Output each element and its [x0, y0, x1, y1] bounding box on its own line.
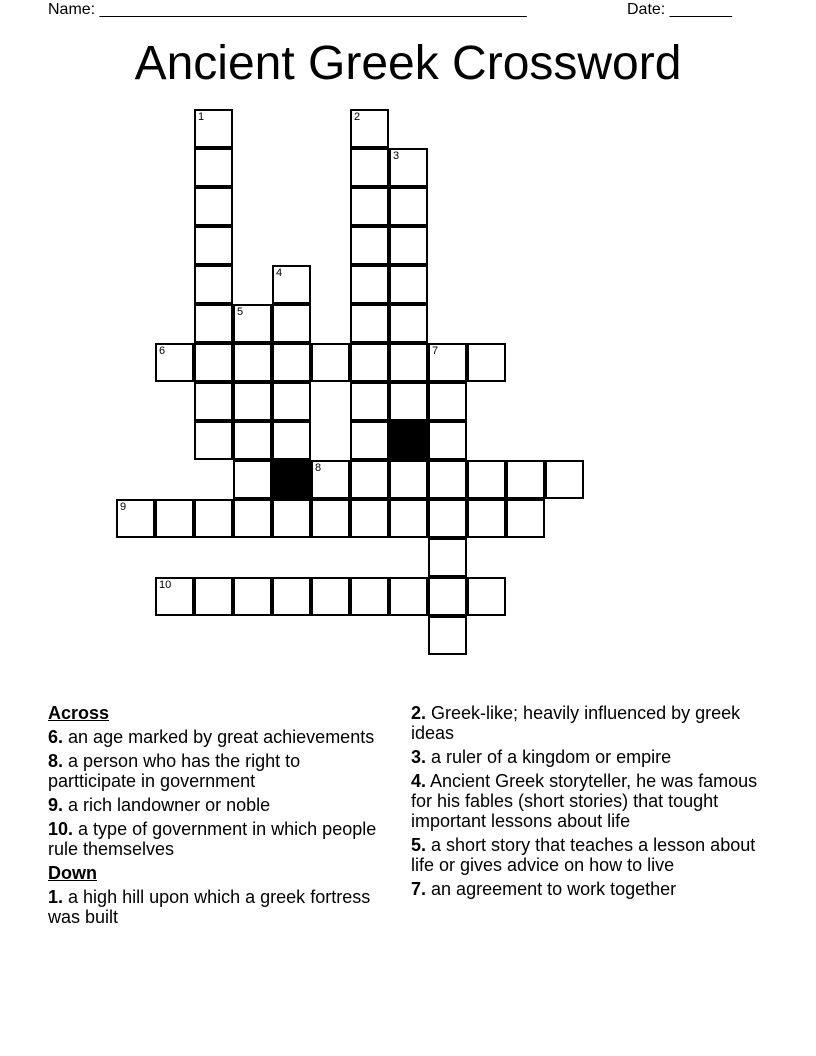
- clue-number: 5.: [411, 835, 427, 855]
- clue-text: a ruler of a kingdom or empire: [431, 747, 672, 767]
- grid-cell[interactable]: [428, 421, 467, 460]
- across-heading: Across: [48, 703, 110, 723]
- grid-cell[interactable]: [116, 499, 155, 538]
- grid-cell[interactable]: [233, 343, 272, 382]
- grid-cell[interactable]: [350, 382, 389, 421]
- clue-text: a short story that teaches a lesson about life or gives advice on how to live: [411, 835, 756, 875]
- clue-number-label: 2: [354, 111, 361, 123]
- clue-down-3: [411, 747, 766, 767]
- clue-number-label: 1: [198, 111, 205, 123]
- down-heading: Down: [48, 863, 97, 883]
- grid-cell[interactable]: [350, 577, 389, 616]
- grid-cell[interactable]: [428, 616, 467, 655]
- grid-cell[interactable]: [389, 382, 428, 421]
- grid-cell[interactable]: [428, 460, 467, 499]
- grid-cell[interactable]: [389, 265, 428, 304]
- clue-text: an agreement to work together: [431, 879, 677, 899]
- clue-number-label: 5: [237, 306, 244, 318]
- grid-cell[interactable]: [194, 343, 233, 382]
- grid-cell[interactable]: [350, 148, 389, 187]
- clue-number: 3.: [411, 747, 427, 767]
- clue-number: 4.: [411, 771, 427, 791]
- grid-cell[interactable]: [428, 382, 467, 421]
- grid-cell[interactable]: [194, 226, 233, 265]
- grid-cell[interactable]: [350, 226, 389, 265]
- grid-cell[interactable]: [272, 577, 311, 616]
- black-cell: [389, 421, 428, 460]
- grid-cell[interactable]: [272, 421, 311, 460]
- clue-text: a type of government in which people rule themselves: [48, 819, 377, 859]
- clue-text: Ancient Greek storyteller, he was famous for his fables (short stories) that tought important lessons about life: [411, 771, 758, 831]
- grid-cell[interactable]: [467, 499, 506, 538]
- grid-cell[interactable]: [428, 577, 467, 616]
- grid-cell[interactable]: [194, 421, 233, 460]
- grid-cell[interactable]: [233, 577, 272, 616]
- grid-cell[interactable]: [194, 148, 233, 187]
- grid-cell[interactable]: [233, 304, 272, 343]
- grid-cell[interactable]: [389, 460, 428, 499]
- clue-number: 2.: [411, 703, 427, 723]
- grid-cell[interactable]: [155, 343, 194, 382]
- grid-cell[interactable]: [350, 421, 389, 460]
- grid-cell[interactable]: [311, 499, 350, 538]
- grid-cell[interactable]: [428, 538, 467, 577]
- grid-cell[interactable]: [194, 109, 233, 148]
- grid-cell[interactable]: [272, 499, 311, 538]
- clue-number: 9.: [48, 795, 64, 815]
- black-cell: [272, 460, 311, 499]
- clue-number-label: 4: [276, 267, 283, 279]
- grid-cell[interactable]: [350, 460, 389, 499]
- clue-text: a rich landowner or noble: [68, 795, 271, 815]
- grid-cell[interactable]: [350, 109, 389, 148]
- grid-cell[interactable]: [194, 187, 233, 226]
- clue-number: 6.: [48, 727, 64, 747]
- grid-cell[interactable]: [545, 460, 584, 499]
- grid-cell[interactable]: [272, 265, 311, 304]
- clue-number-label: 9: [120, 501, 127, 513]
- clue-across-8: [48, 751, 388, 791]
- clue-number-label: 6: [159, 345, 166, 357]
- grid-cell[interactable]: [389, 304, 428, 343]
- grid-cell[interactable]: [233, 460, 272, 499]
- grid-cell[interactable]: [272, 382, 311, 421]
- grid-cell[interactable]: [389, 148, 428, 187]
- grid-cell[interactable]: [428, 499, 467, 538]
- clue-down-1: [48, 887, 388, 927]
- grid-cell[interactable]: [233, 382, 272, 421]
- grid-cell[interactable]: [506, 499, 545, 538]
- clue-across-9: [48, 795, 388, 815]
- grid-cell[interactable]: [155, 577, 194, 616]
- grid-cell[interactable]: [311, 343, 350, 382]
- grid-cell[interactable]: [467, 343, 506, 382]
- clue-number-label: 7: [432, 345, 439, 357]
- name-field-label: Name: ________________________________________________: [48, 1, 527, 18]
- clue-number-label: 8: [315, 462, 322, 474]
- grid-cell[interactable]: [506, 460, 545, 499]
- grid-cell[interactable]: [272, 304, 311, 343]
- grid-cell[interactable]: [428, 343, 467, 382]
- clue-across-6: [48, 727, 388, 747]
- grid-cell[interactable]: [233, 421, 272, 460]
- grid-cell[interactable]: [389, 343, 428, 382]
- clue-across-10: [48, 819, 388, 859]
- grid-cell[interactable]: [311, 460, 350, 499]
- grid-cell[interactable]: [350, 499, 389, 538]
- grid-cell[interactable]: [350, 304, 389, 343]
- clue-text: Greek-like; heavily influenced by greek ideas: [411, 703, 741, 743]
- clue-down-7: [411, 879, 766, 899]
- grid-cell[interactable]: [350, 343, 389, 382]
- grid-cell[interactable]: [467, 460, 506, 499]
- date-field-label: Date: _______: [627, 1, 732, 18]
- clues-right-column: [411, 703, 766, 903]
- grid-cell[interactable]: [155, 499, 194, 538]
- grid-cell[interactable]: [233, 499, 272, 538]
- clue-number: 10.: [48, 819, 74, 839]
- grid-cell[interactable]: [389, 499, 428, 538]
- grid-cell[interactable]: [350, 187, 389, 226]
- grid-cell[interactable]: [194, 265, 233, 304]
- clues-left-column: [48, 703, 388, 931]
- grid-cell[interactable]: [311, 577, 350, 616]
- clue-text: a high hill upon which a greek fortress was built: [48, 887, 371, 927]
- grid-cell[interactable]: [194, 304, 233, 343]
- clue-down-5: [411, 835, 766, 875]
- clue-number: 1.: [48, 887, 64, 907]
- page-title: Ancient Greek Crossword: [134, 37, 682, 90]
- grid-cell[interactable]: [389, 226, 428, 265]
- grid-cell[interactable]: [467, 577, 506, 616]
- clue-number: 8.: [48, 751, 64, 771]
- grid-cell[interactable]: [194, 382, 233, 421]
- grid-cell[interactable]: [389, 577, 428, 616]
- grid-cell[interactable]: [272, 343, 311, 382]
- clue-down-4: [411, 771, 766, 831]
- clue-text: an age marked by great achievements: [68, 727, 375, 747]
- grid-cell[interactable]: [194, 499, 233, 538]
- clue-down-2: [411, 703, 766, 743]
- grid-cell[interactable]: [194, 577, 233, 616]
- clue-number: 7.: [411, 879, 427, 899]
- clue-number-label: 3: [393, 150, 400, 162]
- clue-number-label: 10: [159, 579, 172, 591]
- grid-cell[interactable]: [350, 265, 389, 304]
- clue-text: a person who has the right to partticipate in government: [48, 751, 301, 791]
- grid-cell[interactable]: [389, 187, 428, 226]
